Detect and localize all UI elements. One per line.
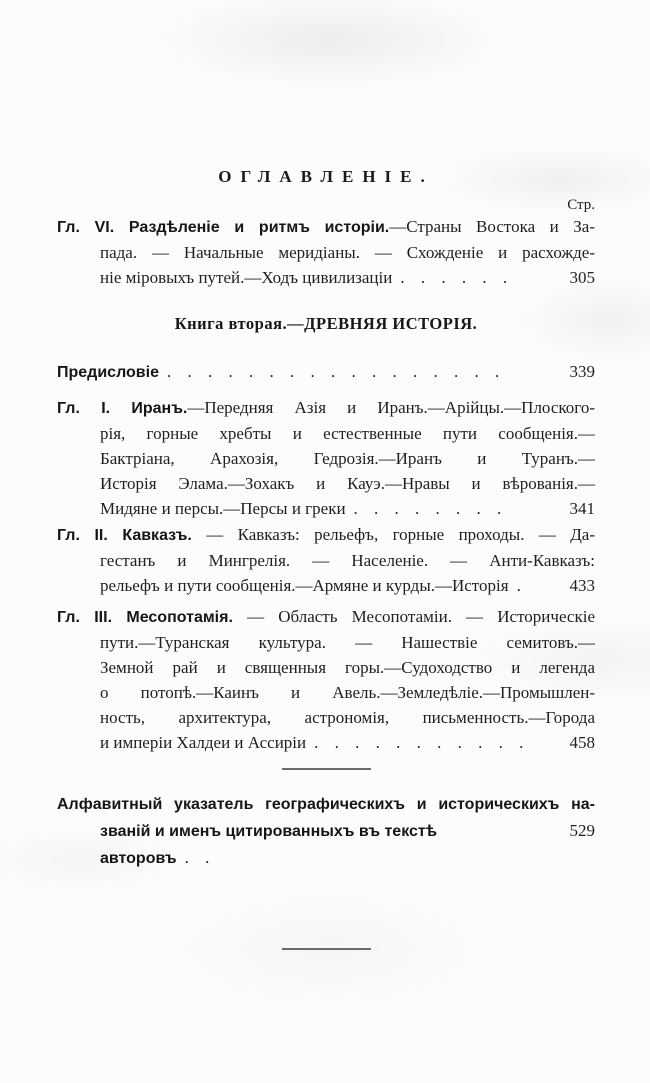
toc-line: пути.—Туранская культура. — Нашествіе семитовъ.— <box>100 633 595 652</box>
page-number: 305 <box>569 268 595 287</box>
page-title: ОГЛАВЛЕНІЕ. <box>218 167 434 186</box>
toc-line <box>100 573 595 598</box>
toc-entry-ch1 <box>57 395 595 521</box>
chapter-text: и имперіи Халдеи и Ассиріи <box>100 733 307 752</box>
dot-leader: . . . . . . <box>400 268 508 287</box>
chapter-text: ніе міровыхъ путей.—Ходъ цивилизаціи <box>100 268 393 287</box>
chapter-label: Гл. III. Месопотамія. <box>57 609 233 626</box>
index-text: Алфавитный указатель географическихъ и историческихъ на- <box>57 796 595 813</box>
toc-line: рія, горные хребты и естественные пути сообщенія.— <box>100 424 595 443</box>
toc-line <box>57 395 595 421</box>
chapter-label: Гл. II. Кавказъ. <box>57 527 192 544</box>
toc-line <box>100 730 595 755</box>
chapter-text: —Страны Востока и За- <box>389 217 595 236</box>
page-number: 529 <box>569 821 595 840</box>
index-text: званій и именъ цитированныхъ въ текстѣ авторовъ <box>100 823 437 867</box>
dot-leader: . <box>516 576 521 595</box>
toc-line <box>100 496 595 521</box>
page-number: 339 <box>569 362 595 381</box>
toc-line <box>100 265 595 290</box>
separator-rule-top <box>282 768 371 770</box>
dot-leader: . . <box>184 848 210 867</box>
separator-rule-bottom <box>282 948 371 950</box>
page-number: 433 <box>569 576 595 595</box>
toc-line <box>57 791 595 818</box>
toc-line: Бактріана, Арахозія, Гедрозія.—Иранъ и Туранъ.— <box>100 449 595 468</box>
toc-line <box>57 359 595 385</box>
toc-line: о потопѣ.—Каинъ и Авель.—Земледѣліе.—Промышлен- <box>100 683 595 702</box>
book-heading: Книга вторая.—ДРЕВНЯЯ ИСТОРІЯ. <box>174 314 478 333</box>
page-column-header: Стр. <box>567 197 595 213</box>
toc-line: гестанъ и Мингрелія. — Населеніе. — Анти-Кавказъ: <box>100 551 595 570</box>
chapter-text: Мидяне и персы.—Персы и греки <box>100 499 346 518</box>
dot-leader: . . . . . . . . . . . <box>314 733 524 752</box>
chapter-text: — Кавказъ: рельефъ, горные проходы. — Да- <box>191 525 595 544</box>
toc-line: ность, архитектура, астрономія, письменность.—Города <box>100 708 595 727</box>
preface-label: Предисловіе <box>57 364 159 381</box>
dot-leader: . . . . . . . . <box>353 499 502 518</box>
toc-line <box>57 604 595 630</box>
toc-entry-ch6 <box>57 214 595 290</box>
page-number: 341 <box>569 499 595 518</box>
toc-line <box>57 214 595 240</box>
chapter-text: рельефъ и пути сообщенія.—Армяне и курды.—Исторія <box>100 576 509 595</box>
toc-line: Исторія Элама.—Зохакъ и Кауэ.—Нравы и вѣрованія.— <box>100 474 595 493</box>
dot-leader: . . . . . . . . . . . . . . . . . <box>166 362 500 381</box>
toc-line: Земной рай и священныя горы.—Судоходство и легенда <box>100 658 595 677</box>
page-number: 458 <box>569 733 595 752</box>
toc-entry-ch2 <box>57 522 595 598</box>
toc-entry-index <box>57 791 595 872</box>
chapter-label: Гл. I. Иранъ. <box>57 400 188 417</box>
chapter-text: —Передняя Азія и Иранъ.—Арійцы.—Плоского- <box>187 398 596 417</box>
toc-line: пада. — Начальные меридіаны. — Схожденіе и расхожде- <box>100 243 595 262</box>
chapter-label: Гл. VI. Раздѣленіе и ритмъ исторіи. <box>57 219 390 236</box>
toc-entry-ch3 <box>57 604 595 755</box>
chapter-text: — Область Месопотаміи. — Историческіе <box>232 607 595 626</box>
toc-line <box>57 522 595 548</box>
toc-line <box>100 818 595 872</box>
toc-entry-preface <box>57 359 595 385</box>
